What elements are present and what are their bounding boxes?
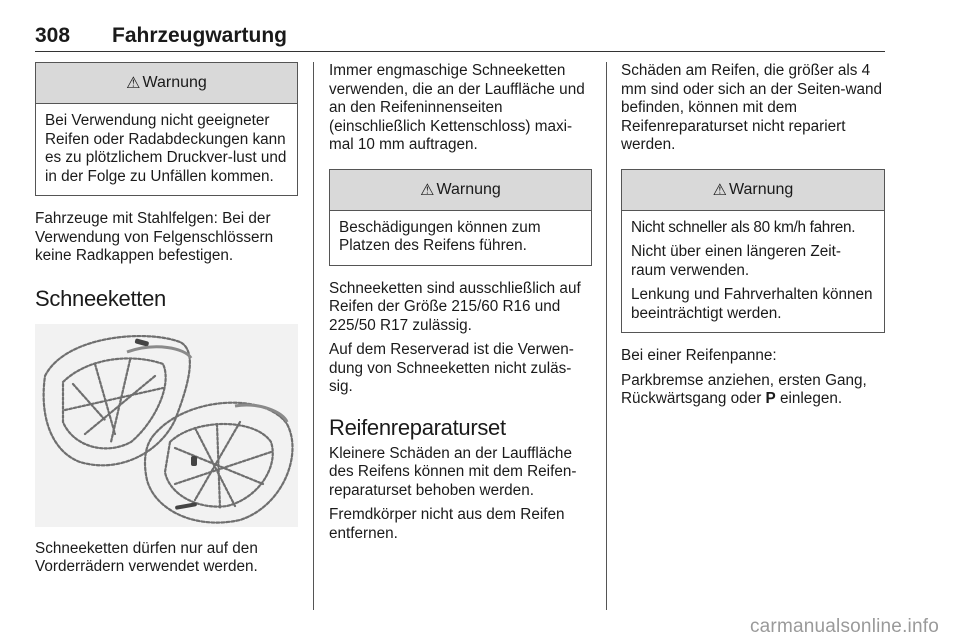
warning-body [330,211,591,265]
section-heading: Schneeketten [35,285,166,311]
paragraph: Schäden am Reifen, die größer als 4 mm sind oder sich an der Seiten-wand befinden, können mit dem Reifenreparaturset nicht repariert werden. [621,62,883,153]
column-1 [35,62,298,583]
paragraph [621,372,885,409]
warning-header [622,170,884,211]
snow-chains-drawing [35,324,298,527]
paragraph: Kleinere Schäden an der Lauffläche des Reifens können mit dem Reifen-reparaturset behoben werden. [329,444,577,499]
paragraph: Fremdkörper nicht aus dem Reifen entfernen. [329,506,565,542]
warning-box [621,169,885,334]
warning-title: Warnung [729,180,794,198]
warning-title: Warnung [142,74,207,91]
text-run: einlegen. [775,390,843,407]
warning-body [36,104,297,195]
paragraph: Schneeketten dürfen nur auf den Vorderrädern verwendet werden. [35,539,258,575]
warning-body [622,211,884,333]
warning-text: Nicht schneller als 80 km/h fahren. [631,218,856,236]
warning-header [330,170,591,211]
page-header [35,24,885,52]
page-title: Fahrzeugwartung [112,24,288,47]
paragraph: Bei einer Reifenpanne: [621,347,777,364]
paragraph: Auf dem Reserverad ist die Verwen-dung von Schneeketten nicht zuläs-sig. [329,341,574,395]
warning-triangle-icon: ⚠ [712,181,727,199]
warning-header [36,63,297,104]
column-3 [621,62,885,415]
gear-p-label: P [765,390,776,407]
section-heading: Reifenreparaturset [329,414,506,440]
warning-title: Warnung [436,180,501,198]
warning-triangle-icon: ⚠ [420,181,435,199]
warning-triangle-icon: ⚠ [126,75,141,92]
warning-text: Bei Verwendung nicht geeigneter Reifen oder Radabdeckungen kann es zu plötzlichem Druckver-lust und in der Folge zu Unfällen kommen. [45,112,287,185]
column-divider [313,62,314,610]
column-2 [329,62,592,549]
paragraph: Fahrzeuge mit Stahlfelgen: Bei der Verwendung von Felgenschlössern keine Radkappen befestigen. [35,210,274,264]
paragraph: Schneeketten sind ausschließlich auf Reifen der Größe 215/60 R16 und 225/50 R17 zulässig. [329,279,581,334]
text-run: Parkbremse anziehen, ersten Gang, Rückwärtsgang oder [621,371,867,407]
warning-box [329,169,592,266]
page-number: 308 [35,24,71,47]
warning-text: Lenkung und Fahrverhalten können beeinträchtigt werden. [631,286,873,322]
snow-chains-illustration [35,324,298,527]
column-divider [606,62,607,610]
watermark: carmanualsonline.info [749,616,939,637]
warning-text: Nicht über einen längeren Zeit-raum verwenden. [631,243,842,279]
paragraph: Immer engmaschige Schneeketten verwenden, die an der Lauffläche und an den Reifeninnenseiten (einschließlich Kettenschloss) maxi-mal 10 mm auftragen. [329,62,585,153]
warning-text: Beschädigungen können zum Platzen des Reifens führen. [339,218,541,254]
warning-box [35,62,298,196]
